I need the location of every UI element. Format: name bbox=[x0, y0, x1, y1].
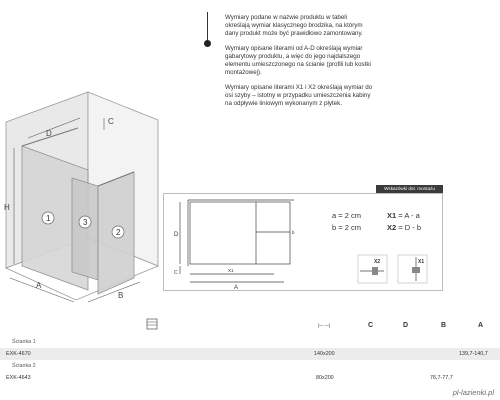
label-c: C bbox=[108, 117, 114, 126]
detail-x1-profile bbox=[412, 267, 420, 273]
marker-2-text: 2 bbox=[116, 228, 121, 237]
glass-panel-3 bbox=[72, 178, 98, 280]
formula-x2 bbox=[387, 223, 421, 232]
detail-x1-drawing bbox=[396, 253, 429, 285]
column-c: C bbox=[368, 322, 374, 329]
column-d: D bbox=[403, 322, 409, 329]
dimensions-table bbox=[0, 316, 500, 384]
formula-x2-key: X2 bbox=[387, 223, 397, 232]
formula-x2-val: = D - b bbox=[398, 223, 421, 232]
label-a: A bbox=[36, 281, 42, 290]
column-width-height: ⊢⊣ bbox=[318, 323, 331, 330]
plan-label-c: C bbox=[174, 270, 178, 276]
technical-drawing bbox=[163, 193, 443, 291]
plan-label-d: D bbox=[174, 232, 179, 238]
formula-x1 bbox=[387, 211, 420, 220]
detail-x2-drawing bbox=[356, 253, 389, 285]
table-row bbox=[0, 372, 500, 384]
label-b: B bbox=[118, 291, 124, 300]
note-3: Wymiary opisane literami X1 i X2 określają wymiar do osi szyby – istotny w przypadku umieszczenia kabiny na odpływie liniowym wykonanym z płytek. bbox=[225, 84, 373, 107]
table-header bbox=[0, 316, 500, 336]
plan-label-b: b bbox=[292, 230, 295, 235]
plan-label-x1: X1 bbox=[228, 268, 234, 273]
shower-enclosure-illustration bbox=[0, 88, 165, 308]
formula-x1-key: X1 bbox=[387, 211, 397, 220]
cell-dim: 140x200 bbox=[314, 351, 335, 357]
label-d: D bbox=[46, 129, 52, 138]
product-stack-icon bbox=[146, 318, 158, 330]
note-1: Wymiary podane w nazwie produktu w tabeli określają wymiar klasycznego brodzika, na którym dany produkt może być prawidłowo zamontowany. bbox=[225, 14, 363, 37]
note-2: Wymiary opisane literami od A-D określają wymiar gabarytowy produktu, a więc do jego najdalszego elementu umieszczonego na ścianie (profili lub kostki montażowej). bbox=[225, 45, 371, 76]
cell-dim: 80x200 bbox=[316, 375, 334, 381]
marker-3-text: 3 bbox=[83, 218, 88, 227]
column-b: B bbox=[441, 322, 447, 329]
mounting-tips-tag: Wskazówki dot. montażu bbox=[376, 185, 443, 193]
cell-b: 76,7-77,7 bbox=[430, 375, 453, 381]
detail-x2-profile bbox=[372, 267, 378, 275]
cell-a: 139,7-140,7 bbox=[459, 351, 488, 357]
product-code: EXK-4643 bbox=[6, 375, 31, 381]
notes-block bbox=[203, 14, 373, 115]
column-a: A bbox=[478, 322, 484, 329]
group-label: Ścianka 1 bbox=[12, 339, 36, 345]
product-code: EXK-4670 bbox=[6, 351, 31, 357]
watermark: pl-lazienki.pl bbox=[452, 388, 494, 397]
plan-outline bbox=[190, 202, 290, 264]
detail-x2-label: X2 bbox=[374, 259, 381, 265]
table-row bbox=[0, 348, 500, 360]
label-h: H bbox=[4, 203, 10, 212]
formula-a: a = 2 cm bbox=[332, 211, 361, 220]
plan-label-a: A bbox=[234, 285, 239, 291]
group-label-row bbox=[0, 336, 500, 348]
formula-x1-val: = A - a bbox=[398, 211, 420, 220]
group-label-row bbox=[0, 360, 500, 372]
group-label: Ścianka 2 bbox=[12, 363, 36, 369]
formula-b: b = 2 cm bbox=[332, 223, 361, 232]
floor-plan-drawing bbox=[164, 194, 304, 292]
marker-1-text: 1 bbox=[46, 214, 51, 223]
detail-x1-label: X1 bbox=[418, 259, 425, 265]
